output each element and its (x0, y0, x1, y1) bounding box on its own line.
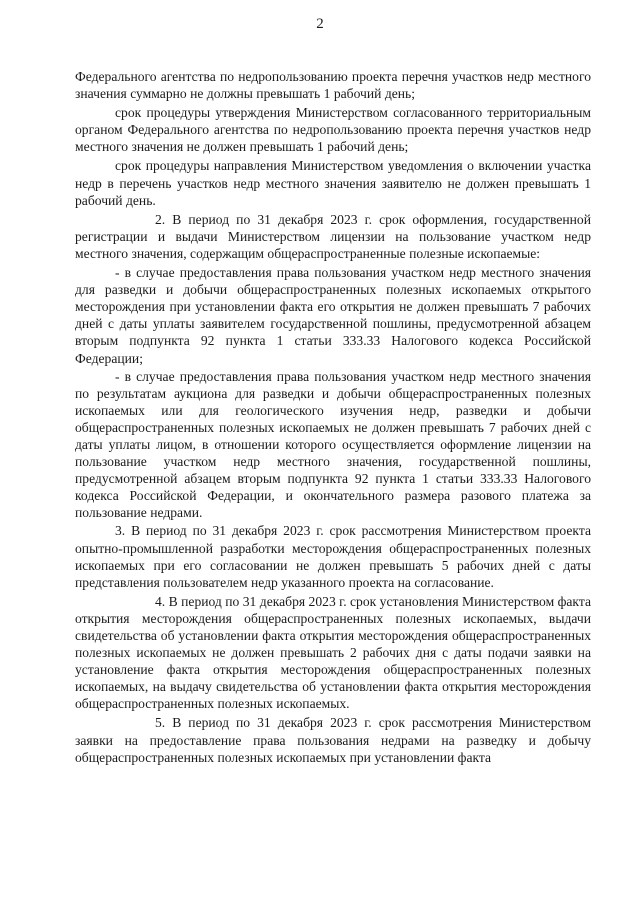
dash-list-item (75, 264, 591, 367)
paragraph (75, 104, 591, 155)
paragraph-text: - в случае предоставления права пользования участком недр местного значения для разведки и добычи общераспространенных полезных ископаемых открытого месторождения при установлении факта его открытия не должен превышать 7 рабочих дней с даты уплаты заявителем государственной пошлины, предусмотренной абзацем вторым подпункта 92 пункта 1 статьи 333.33 Налогового кодекса Российской Федерации; (75, 265, 591, 366)
page-number: 2 (316, 16, 324, 32)
document-body (75, 68, 591, 768)
paragraph-text: - в случае предоставления права пользования участком недр местного значения по результатам аукциона для разведки и добычи общераспространенных полезных ископаемых или для геологического изучения недр, разведки и добычи общераспространенных полезных ископаемых не должен превышать 7 рабочих дней с даты уплаты лицом, в отношении которого осуществляется оформление лицензии на пользование участком недр местного значения, государственной пошлины, предусмотренной абзацем вторым подпункта 92 пункта 1 статьи 333.33 Налогового кодекса Российской Федерации, и окончательного размера разового платежа за пользование недрами. (75, 368, 591, 521)
paragraph-text: В период по 31 декабря 2023 г. срок рассмотрения Министерством проекта опытно-промышленной разработки месторождения общераспространенных полезных ископаемых при его согласовании не должен превышать 5 рабочих дней с даты представления пользователем недр указанного проекта на согласование. (75, 523, 591, 590)
numbered-paragraph (75, 522, 591, 590)
paragraph-number: 4. (155, 593, 166, 609)
paragraph-number: 3. (115, 523, 126, 539)
paragraph-text: срок процедуры утверждения Министерством согласованного территориальным органом Федерального агентства по недропользованию проекта перечня участков недр местного значения не должен превышать 1 рабочий день; (75, 105, 591, 155)
numbered-paragraph (75, 593, 591, 713)
paragraph-text: В период по 31 декабря 2023 г. срок рассмотрения Министерством заявки на предоставление права пользования недрами на разведку и добычу общераспространенных полезных ископаемых при установлении факта (75, 715, 591, 765)
paragraph-text: В период по 31 декабря 2023 г. срок оформления, государственной регистрации и выдачи Министерством лицензии на пользование участком недр местного значения, содержащим общераспространенные полезные ископаемые: (75, 211, 591, 261)
paragraph-text: Федерального агентства по недропользованию проекта перечня участков недр местного значения суммарно не должны превышать 1 рабочий день; (75, 69, 591, 102)
paragraph-text: В период по 31 декабря 2023 г. срок установления Министерством факта открытия месторождения общераспространенных полезных ископаемых, выдачи свидетельства об установлении факта открытия месторождения общераспространенных полезных ископаемых не должен превышать 2 рабочих дня с даты подачи заявки на установление факта открытия месторождения общераспространенных полезных ископаемых, на выдачу свидетельства об установлении факта открытия месторождения общераспространенных полезных ископаемых. (75, 593, 591, 712)
numbered-paragraph (75, 714, 591, 765)
paragraph-number: 2. (155, 211, 166, 227)
numbered-paragraph (75, 211, 591, 262)
paragraph (75, 157, 591, 208)
paragraph (75, 68, 591, 102)
paragraph-number: 5. (155, 715, 166, 731)
paragraph-text: срок процедуры направления Министерством уведомления о включении участка недр в перечень участков недр местного значения заявителю не должен превышать 1 рабочий день. (75, 158, 591, 208)
dash-list-item (75, 368, 591, 522)
